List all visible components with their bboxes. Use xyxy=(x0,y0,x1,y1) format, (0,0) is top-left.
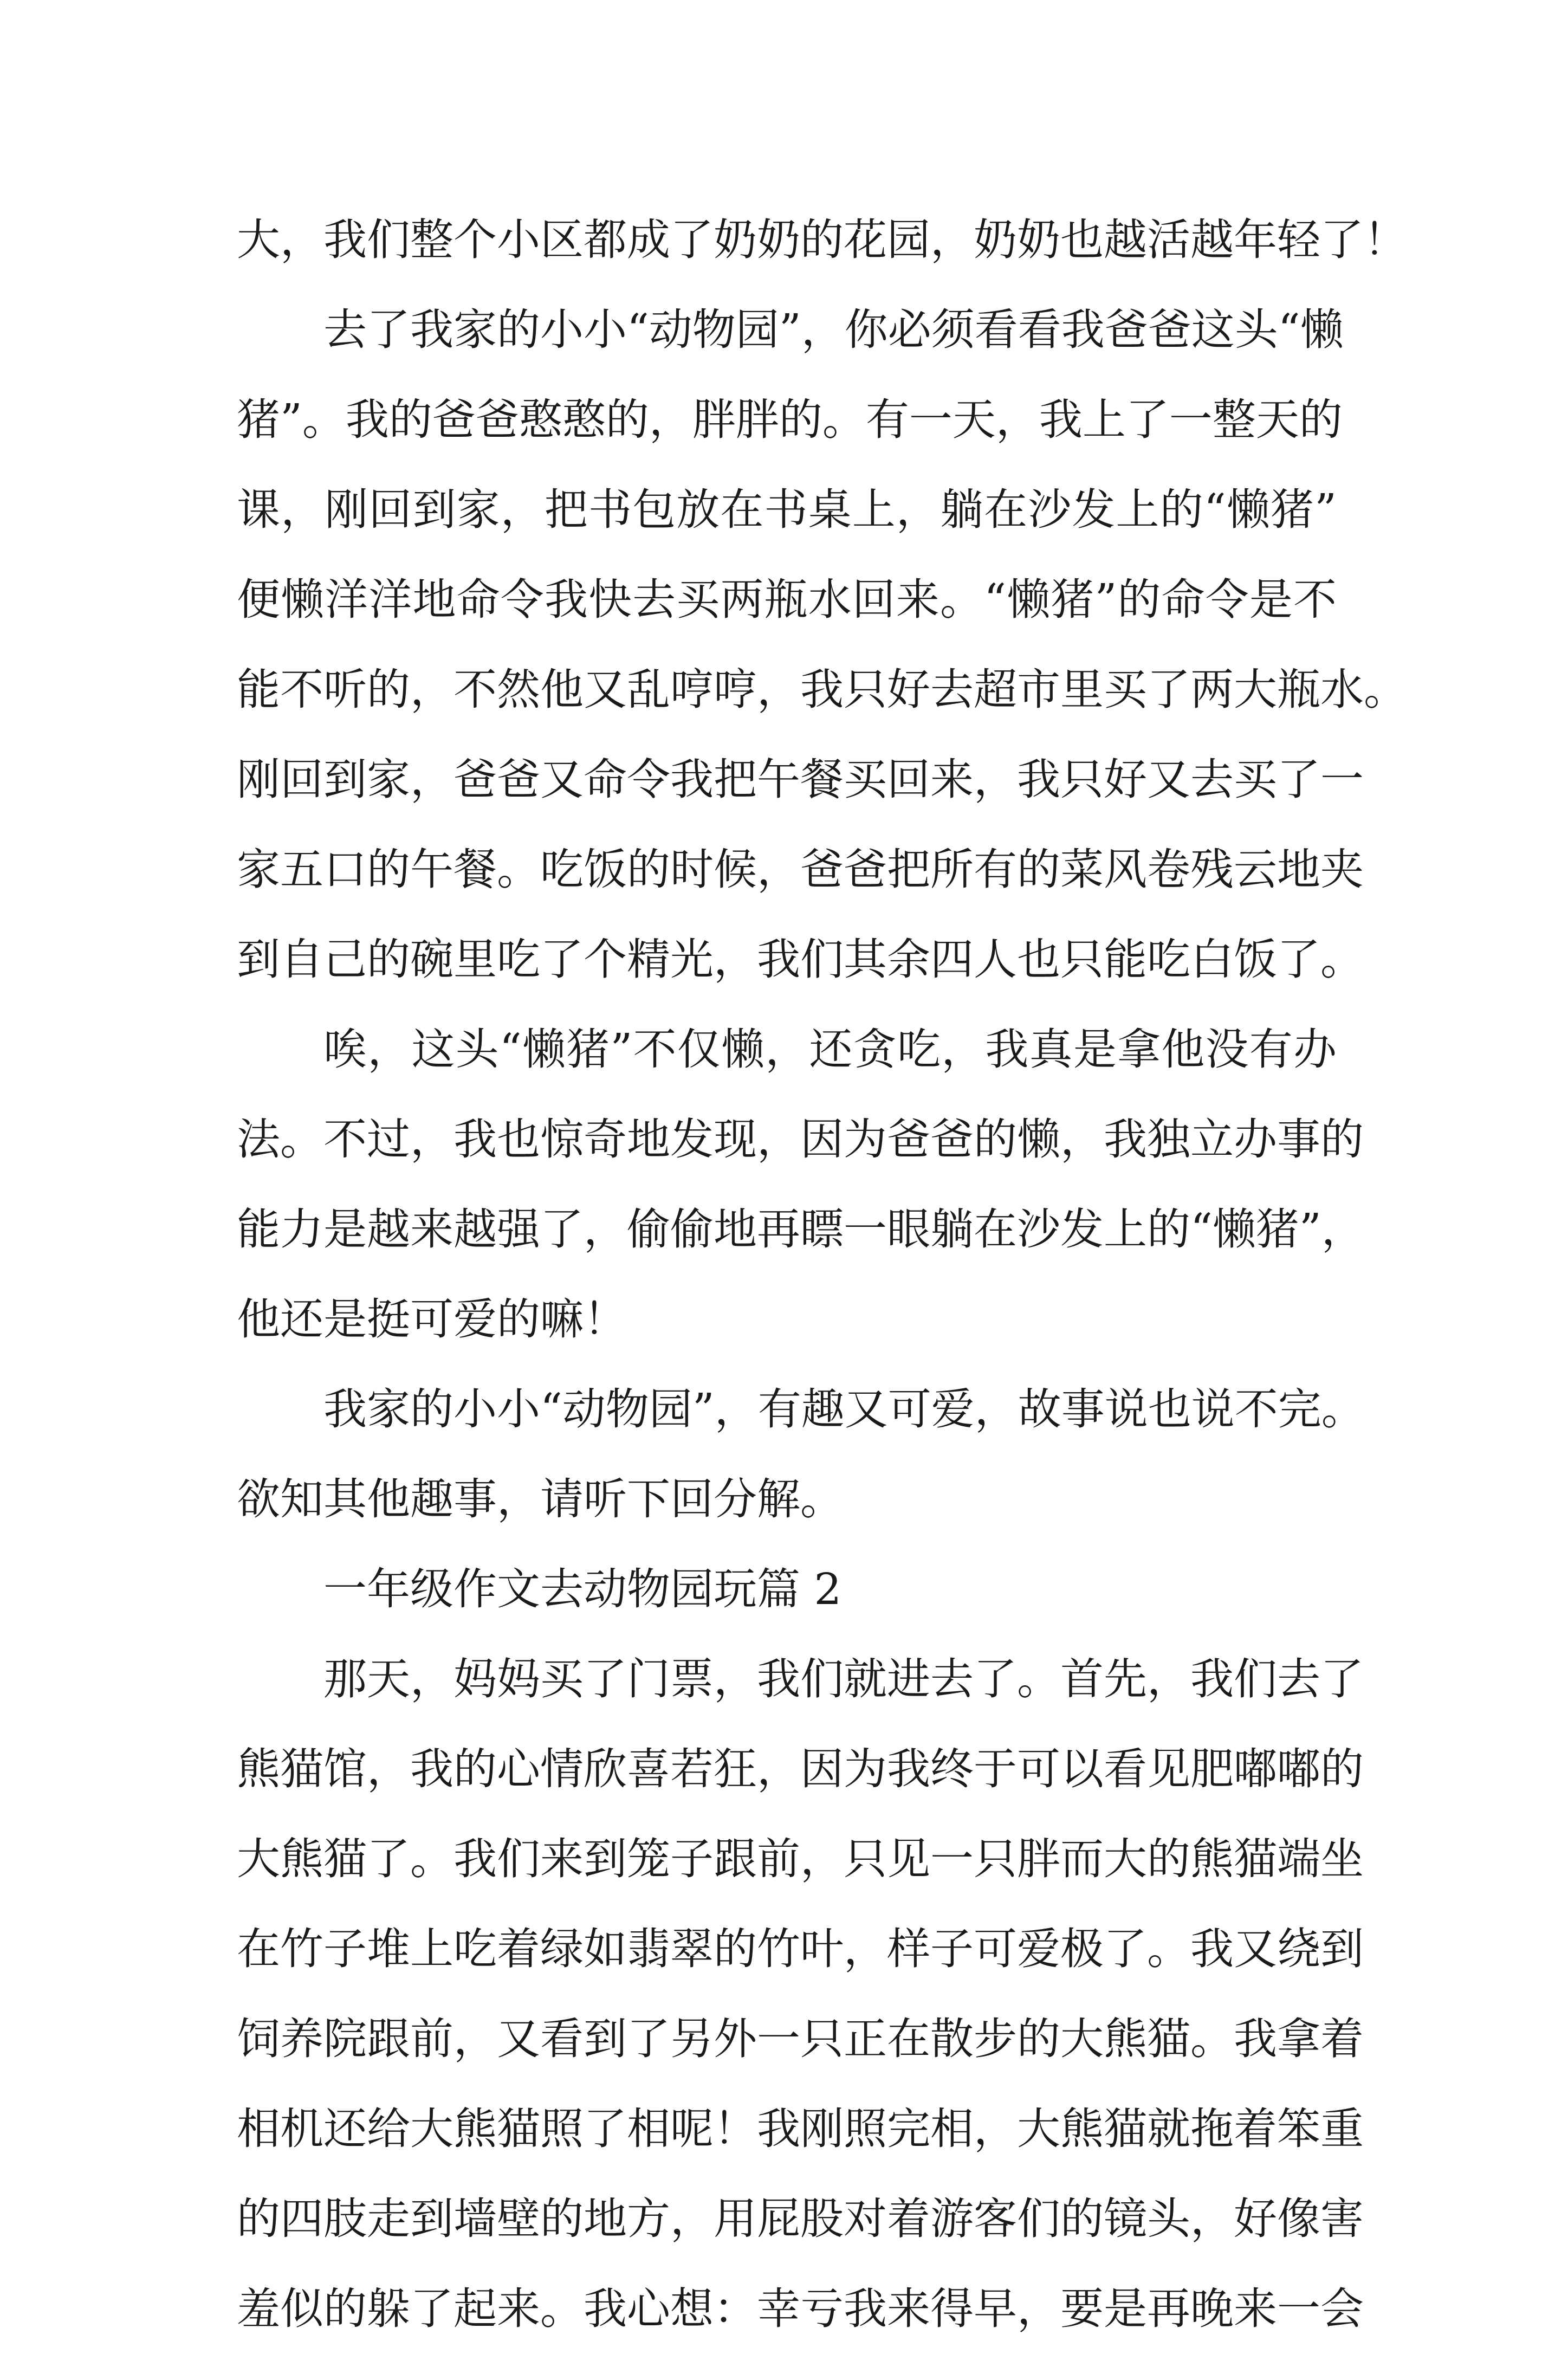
text-line: 相机还给大熊猫照了相呢！我刚照完相，大熊猫就拖着笨重 xyxy=(237,2104,1364,2154)
text-line: 我家的小小“动物园”，有趣又可爱，故事说也说不完。 xyxy=(323,1384,1365,1434)
text-line: 饲养院跟前，又看到了另外一只正在散步的大熊猫。我拿着 xyxy=(237,2014,1364,2064)
text-line: 大熊猫了。我们来到笼子跟前，只见一只胖而大的熊猫端坐 xyxy=(237,1834,1364,1884)
text-line: 课，刚回到家，把书包放在书桌上，躺在沙发上的“懒猪” xyxy=(237,484,1337,535)
text-line: 那天，妈妈买了门票，我们就进去了。首先，我们去了 xyxy=(323,1654,1364,1704)
section-heading: 一年级作文去动物园玩篇 2 xyxy=(323,1564,842,1614)
text-line: 到自己的碗里吃了个精光，我们其余四人也只能吃白饭了。 xyxy=(237,934,1364,985)
text-line: 大，我们整个小区都成了奶奶的花园，奶奶也越活越年轻了！ xyxy=(237,215,1407,265)
text-line: 刚回到家，爸爸又命令我把午餐买回来，我只好又去买了一 xyxy=(237,754,1364,805)
text-line: 他还是挺可爱的嘛！ xyxy=(237,1294,627,1344)
text-line: 在竹子堆上吃着绿如翡翠的竹叶，样子可爱极了。我又绕到 xyxy=(237,1924,1364,1974)
text-line: 猪”。我的爸爸憨憨的，胖胖的。有一天，我上了一整天的 xyxy=(237,395,1343,445)
text-line: 熊猫馆，我的心情欣喜若狂，因为我终于可以看见肥嘟嘟的 xyxy=(237,1744,1364,1794)
text-line: 能不听的，不然他又乱哼哼，我只好去超市里买了两大瓶水。 xyxy=(237,664,1407,715)
text-line: 法。不过，我也惊奇地发现，因为爸爸的懒，我独立办事的 xyxy=(237,1114,1364,1165)
text-line: 便懒洋洋地命令我快去买两瓶水回来。“懒猪”的命令是不 xyxy=(237,574,1337,625)
text-line: 能力是越来越强了，偷偷地再瞟一眼躺在沙发上的“懒猪”， xyxy=(237,1204,1365,1254)
text-line: 去了我家的小小“动物园”，你必须看看我爸爸这头“懒 xyxy=(323,305,1344,355)
text-line: 家五口的午餐。吃饭的时候，爸爸把所有的菜风卷残云地夹 xyxy=(237,844,1364,895)
text-line: 的四肢走到墙壁的地方，用屁股对着游客们的镜头，好像害 xyxy=(237,2194,1364,2244)
text-line: 羞似的躲了起来。我心想：幸亏我来得早，要是再晚来一会 xyxy=(237,2284,1364,2334)
body-text xyxy=(237,195,1407,2354)
text-line: 唉，这头“懒猪”不仅懒，还贪吃，我真是拿他没有办 xyxy=(323,1024,1337,1075)
text-line: 欲知其他趣事，请听下回分解。 xyxy=(237,1474,844,1524)
